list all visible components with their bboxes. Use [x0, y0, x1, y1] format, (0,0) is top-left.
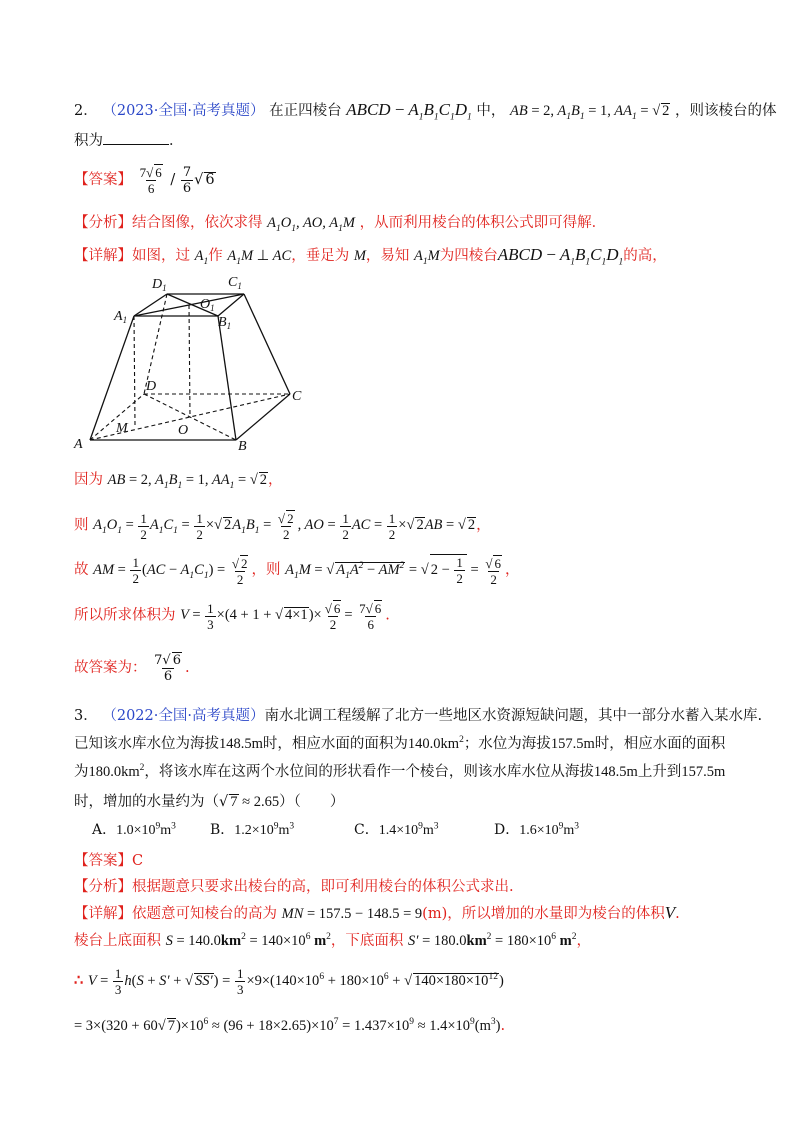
q2-volume-line: 所以所求体积为 V = $\frac{1}{3}$ ×(4 + 1 + √ 4×1)× $\frac{√ 6}{2}$ = $\frac{7√ 6}{6}$ . — [74, 600, 390, 632]
q3-stem-text: ，将该水库在这两个水位间的形状看作一个棱台，则该水库水位从海拔 — [144, 764, 594, 780]
detail-math: $S = 140.0km^2 = 140\times 10^6$ $m^2$ — [165, 932, 331, 949]
q2-frustum-name: ABCD − $A_1B_1C_1D_1$ — [346, 100, 472, 123]
detail-text: 故 — [74, 561, 89, 578]
q3-analysis — [74, 877, 514, 897]
option-value: 1.6×10 — [519, 823, 559, 838]
label-B1: $B_1$ — [218, 315, 232, 331]
q2-stem-text: 积为 — [74, 133, 103, 149]
edge-CC1 — [244, 294, 290, 394]
option-letter: B． — [210, 822, 235, 838]
label-O1: $O_1$ — [200, 297, 215, 313]
detail-math: $A_1M$ ⊥ AC — [227, 248, 292, 267]
axis-OO1 — [189, 305, 190, 417]
option-letter: A． — [92, 822, 117, 838]
q2-because: 因为 AB = 2, $A_1B_1 = 1$, $AA_1$ = √ 2， — [74, 472, 283, 491]
detail-text: ，易知 — [365, 248, 410, 264]
height-A1M — [134, 316, 135, 425]
q2-analysis — [74, 213, 606, 233]
q3-value: 157.5m — [681, 764, 726, 780]
q3-stem-text: 时，增加的水量约为（ — [74, 794, 219, 810]
label-D1: $D_1$ — [152, 277, 167, 293]
detail-math: $A_1M$ — [414, 248, 440, 267]
detail-math: MN = 157.5 − 148.5 = 9 — [281, 906, 423, 922]
detail-math: AB = 2, $A_1B_1 = 1$, $AA_1$ = √ 2 — [107, 472, 268, 491]
label-B: B — [238, 439, 247, 454]
detail-math: V = $\frac{1}{3}$ h(S + S′ + √ SS′) = $\frac{1}{3}$ $\times 9\times(140\times 10^6 + 180\times 10^6$ + √ $140\times 180\times 10^{12}$) — [87, 966, 504, 997]
q3-number: 3． — [74, 708, 98, 724]
detail-text: 因为 — [74, 472, 103, 488]
q3-areas: 棱台上底面积 $S = 140.0km^2 = 140\times 10^6$ $m^2$，下底面积 $S' = 180.0km^2 = 180\times 10^6$ $m^2$， — [74, 932, 591, 949]
detail-math: AM = $\frac{1}{2}$ $(AC - A_1C_1)$ = $\frac{√ 2}{2}$ — [93, 555, 248, 587]
q2-detail — [74, 245, 667, 266]
detail-text: 的高， — [623, 248, 667, 264]
option-value: 1.4×10 — [378, 823, 419, 838]
q3-formula — [74, 966, 504, 997]
q3-value: 148.5m — [219, 736, 263, 752]
final-fraction: $\frac{7√ 6}{6}$ — [154, 653, 181, 684]
detail-text: 则 — [74, 517, 89, 534]
q2-stem-text: 中， — [476, 103, 506, 119]
analysis-text: 根据题意只要求出棱台的高，即可利用棱台的体积公式求出. — [132, 879, 514, 895]
answer-value: C — [132, 853, 144, 869]
analysis-tag: 【分析】 — [74, 879, 132, 895]
q3-result: = 3×(320 + 60√ $7)\times 10^6 \approx (96 + 18\times 2.65)\times 10^7 = 1.437\times 10^9 \approx 1.4\times 10^9(m^3)$. — [74, 1017, 506, 1034]
q2-stem-line1 — [74, 100, 777, 121]
label-A1: $A_1$ — [114, 309, 128, 325]
detail-text: ，下底面积 — [330, 933, 404, 949]
q3-line3: 为$180.0km^2$，将该水库在这两个水位间的形状看作一个棱台，则该水库水位从海拔148.5m上升到157.5m — [74, 763, 726, 780]
analysis-tag: 【分析】 — [74, 215, 132, 231]
option-a[interactable]: A．$1.0\times 10^9m^3$ — [92, 821, 176, 838]
detail-math: V = $\frac{1}{3}$ ×(4 + 1 + √ 4×1)× $\frac{√ 6}{2}$ = $\frac{7√ 6}{6}$ — [180, 600, 382, 632]
q3-answer — [74, 851, 143, 871]
analysis-math: $A_1O_1$, AO, $A_1M$ — [267, 215, 355, 234]
detail-math: $A_1M$ = √ $A_1A^2 - AM^2$ = √ 2 − $\frac{1}{2}$ = $\frac{√ 6}{2}$ — [285, 555, 501, 587]
label-M: M — [116, 421, 128, 436]
label-D: D — [146, 379, 157, 394]
q3-stem-text: 时，相应水面的面积为 — [262, 736, 408, 752]
q2-stem-text: ，则该棱台的体 — [675, 103, 777, 119]
option-c[interactable]: C．$1.4\times 10^9m^3$ — [354, 821, 439, 838]
q3-value: 157.5m — [550, 736, 595, 752]
q3-stem-text: ；水位为海拔 — [463, 736, 551, 752]
q3-line4: 时，增加的水量约为（√ 7 ≈ 2.65）（ ） — [74, 794, 345, 810]
detail-tag: 【详解】 — [74, 906, 132, 922]
detail-math: $S' = 180.0km^2 = 180\times 10^6$ $m^2$ — [408, 932, 577, 949]
q2-then-line: 则 $A_1O_1$ = $\frac{1}{2}$ $A_1C_1$ = $\frac{1}{2}$ ×√ $2A_1B_1$ = $\frac{√ 2}{2}$ , AO = $\frac{1}{2}$ AC = $\frac{1}{2}$ ×√ 2AB = √ 2， — [74, 510, 491, 542]
q2-final: 故答案为： $\frac{7√ 6}{6}$ . — [74, 653, 190, 684]
q2-answer: 【答案】 $\frac{7√ 6}{6}$ / $\frac{7}{6}$ √ 6 — [74, 164, 215, 196]
q3-stem-text: 南水北调工程缓解了北方一些地区水资源短缺问题，其中一部分水蓄入某水库. — [264, 708, 763, 724]
answer-fraction-alt: $\frac{7}{6}$ — [182, 164, 192, 196]
detail-math: = 3×(320 + 60√ $7)\times 10^6 \approx (96 + 18\times 2.65)\times 10^7 = 1.437\times 10^9 \approx 1.4\times 10^9(m^3)$ — [74, 1017, 501, 1034]
option-letter: D． — [494, 822, 520, 838]
q3-stem-text: ）（ ） — [279, 794, 345, 810]
option-letter: C． — [354, 822, 379, 838]
q3-value: 148.5m — [593, 764, 638, 780]
label-O: O — [178, 423, 189, 438]
answer-blank — [103, 130, 169, 145]
q3-value: 180.0km — [88, 764, 140, 780]
q3-stem-text: 上升到 — [637, 764, 682, 780]
q2-stem-text: ． — [169, 133, 184, 149]
q2-given: AB = 2, $A_1B_1 = 1$, $AA_1$ = √ 2 — [509, 103, 670, 122]
q3-source: （2022·全国·高考真题） — [102, 708, 265, 724]
q2-stem-line2 — [74, 130, 184, 151]
q3-line2: 已知该水库水位为海拔148.5m时，相应水面的面积为$140.0km^2$；水位为海拔157.5m时，相应水面的面积 — [74, 735, 726, 752]
option-d[interactable]: D．$1.6\times 10^9m^3$ — [494, 821, 580, 838]
label-A: A — [74, 437, 83, 452]
frustum-figure — [70, 268, 310, 454]
detail-math: ABCD − $A_1B_1C_1D_1$ — [497, 245, 624, 268]
detail-math: $A_1$ — [194, 248, 209, 267]
q2-stem-text: 在正四棱台 — [269, 103, 342, 119]
detail-text: 所以所求体积为 — [74, 607, 176, 624]
therefore-symbol: ∴ — [74, 971, 84, 989]
q3-stem-text: 已知该水库水位为海拔 — [74, 736, 219, 752]
detail-text: ，所以增加的水量即为棱台的体积 — [447, 906, 665, 922]
q2-so-line: 故 AM = $\frac{1}{2}$ $(AC - A_1C_1)$ = $\frac{√ 2}{2}$ ，则 $A_1M$ = √ $A_1A^2 - AM^2$ = √ 2 − $\frac{1}{2}$ = $\frac{√ 6}{2}$ ， — [74, 555, 520, 587]
analysis-text: 结合图像，依次求得 — [132, 215, 263, 231]
detail-text: (m) — [422, 906, 448, 922]
edge-BC — [236, 394, 290, 440]
detail-math: $A_1O_1$ = $\frac{1}{2}$ $A_1C_1$ = $\frac{1}{2}$ ×√ $2A_1B_1$ = $\frac{√ 2}{2}$ , AO = $\frac{1}{2}$ AC = $\frac{1}{2}$ ×√ 2AB = √ 2 — [93, 510, 476, 542]
q3-line1 — [74, 706, 762, 726]
detail-text: 故答案为： — [74, 660, 147, 676]
answer-tag: 【答案】 — [74, 172, 132, 188]
answer-tag: 【答案】 — [74, 853, 132, 869]
edge-B1C1 — [218, 294, 244, 316]
option-value: 1.2×10 — [234, 823, 274, 838]
q3-stem-text: 为 — [74, 764, 89, 780]
label-C1: $C_1$ — [228, 275, 242, 291]
detail-text: ，则 — [251, 561, 281, 578]
edge-BB1 — [218, 316, 236, 440]
q3-stem-text: 时，相应水面的面积 — [594, 736, 726, 752]
detail-text: 依题意可知棱台的高为 — [132, 906, 277, 922]
answer-separator: / — [170, 172, 176, 188]
detail-tag: 【详解】 — [74, 248, 132, 264]
detail-math: M — [353, 248, 366, 264]
label-C: C — [292, 389, 302, 404]
detail-text: 如图，过 — [132, 248, 190, 264]
option-value: 1.0×10 — [116, 823, 156, 838]
detail-text: 作 — [208, 248, 223, 264]
option-b[interactable]: B．$1.2\times 10^9m^3$ — [210, 821, 295, 838]
analysis-text: ，从而利用棱台的体积公式即可得解． — [359, 215, 607, 231]
q3-detail: 【详解】依题意可知棱台的高为 MN = 157.5 − 148.5 = 9(m)，所以增加的水量即为棱台的体积V. — [74, 903, 680, 922]
q3-value: 140.0km — [407, 736, 460, 752]
detail-text: 棱台上底面积 — [74, 933, 161, 949]
answer-fraction: $\frac{7√ 6}{6}$ — [139, 165, 162, 196]
q2-number: 2． — [74, 103, 98, 119]
detail-text: 为四棱台 — [439, 248, 498, 264]
q2-source: （2023·全国·高考真题） — [102, 103, 265, 119]
detail-math: V — [664, 903, 676, 922]
detail-text: ，垂足为 — [291, 248, 350, 264]
